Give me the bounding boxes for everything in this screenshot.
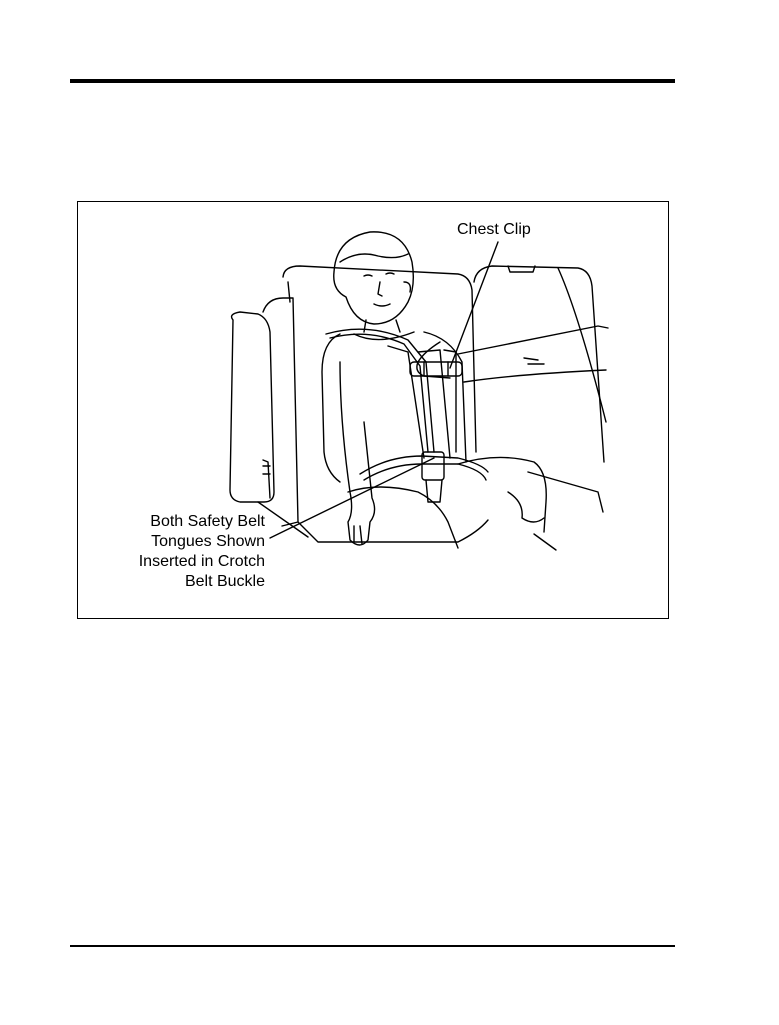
buckle-callout-line-4: Belt Buckle xyxy=(184,573,265,590)
chest-clip-callout: Chest Clip xyxy=(457,221,531,238)
buckle-callout-line-3: Inserted in Crotch xyxy=(138,553,265,570)
top-rule xyxy=(70,79,675,83)
buckle-callout xyxy=(139,512,265,592)
figure-frame xyxy=(77,201,669,619)
buckle-callout-line-1: Both Safety Belt xyxy=(150,513,265,530)
buckle-callout-line-2: Tongues Shown xyxy=(151,533,265,550)
bottom-rule xyxy=(70,945,675,947)
